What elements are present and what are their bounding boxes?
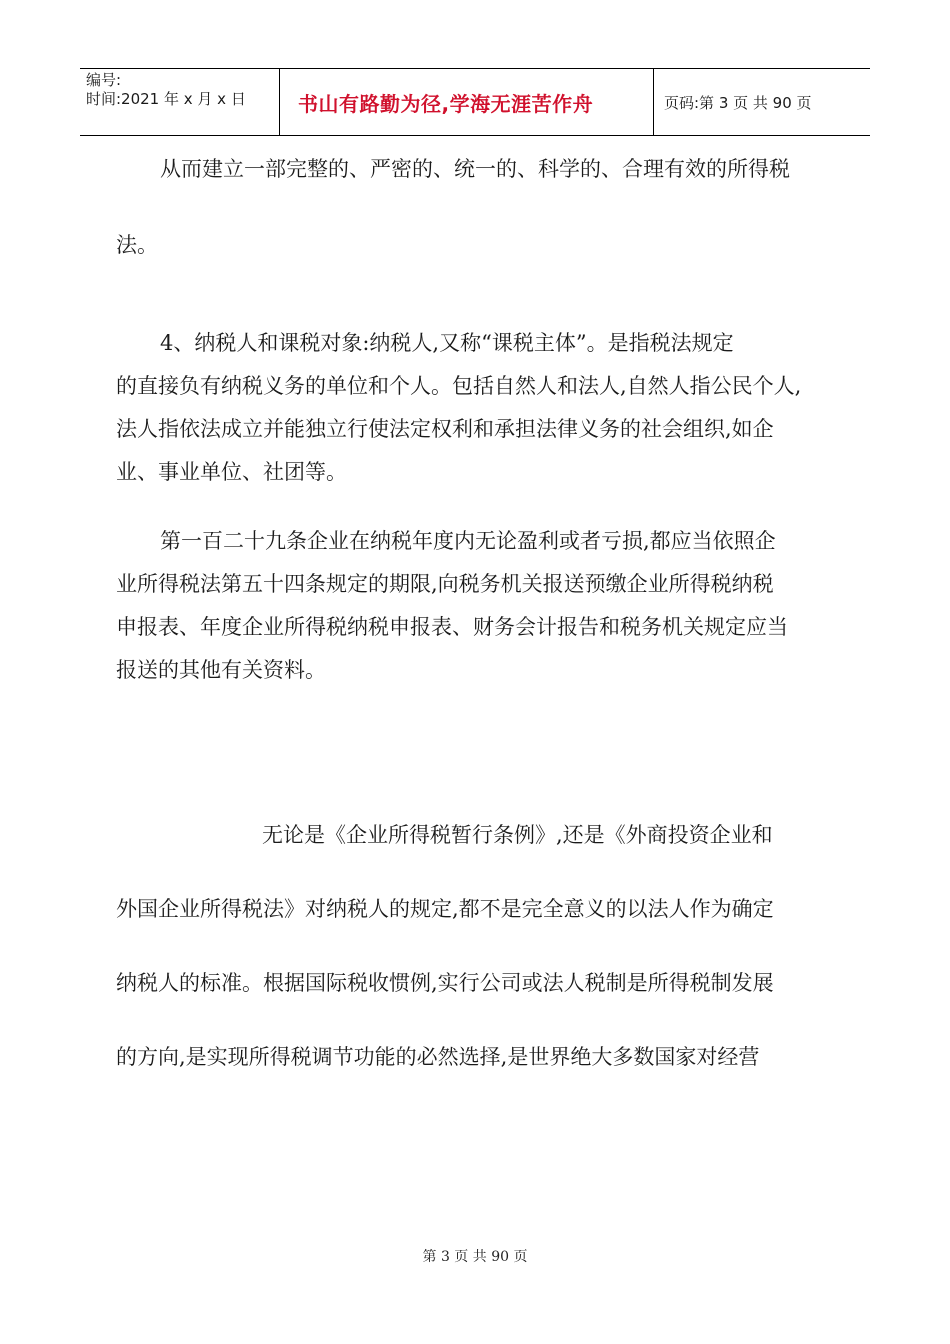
- text-line: 业所得税法第五十四条规定的期限,向税务机关报送预缴企业所得税纳税: [116, 572, 774, 596]
- page-footer: 第 3 页 共 90 页: [422, 1249, 528, 1265]
- text-line: 申报表、年度企业所得税纳税申报表、财务会计报告和税务机关规定应当: [116, 615, 788, 639]
- page-header: [80, 68, 870, 136]
- text-line: 法。: [116, 233, 158, 257]
- header-motto: 书山有路勤为径,学海无涯苦作舟: [298, 91, 594, 116]
- paragraph-article-129: [116, 522, 836, 690]
- document-number-label: 编号:: [86, 71, 122, 89]
- document-time-label: 时间:2021 年 x 月 x 日: [86, 90, 246, 108]
- text-line: 外国企业所得税法》对纳税人的规定,都不是完全意义的以法人作为确定: [116, 897, 774, 921]
- paragraph-regulations: [116, 816, 836, 1077]
- header-page-cell: [654, 69, 870, 135]
- text-line: 第一百二十九条企业在纳税年度内无论盈利或者亏损,都应当依照企: [160, 529, 776, 553]
- text-line: 无论是《企业所得税暂行条例》,还是《外商投资企业和: [262, 823, 773, 847]
- text-line: 的直接负有纳税义务的单位和个人。包括自然人和法人,自然人指公民个人,: [116, 374, 802, 398]
- text-line: 纳税人的标准。根据国际税收惯例,实行公司或法人税制是所得税制发展: [116, 971, 774, 995]
- paragraph-continuation: [116, 150, 836, 265]
- paragraph-taxpayer: [116, 324, 836, 492]
- header-page-info: 页码:第 3 页 共 90 页: [664, 93, 812, 112]
- text-line: 报送的其他有关资料。: [116, 658, 326, 682]
- text-line: 的方向,是实现所得税调节功能的必然选择,是世界绝大多数国家对经营: [116, 1045, 760, 1069]
- text-line: 业、事业单位、社团等。: [116, 460, 347, 484]
- header-meta-cell: [80, 69, 280, 135]
- text-line: 法人指依法成立并能独立行使法定权利和承担法律义务的社会组织,如企: [116, 417, 774, 441]
- text-line: 4、纳税人和课税对象:纳税人,又称“课税主体”。是指税法规定: [160, 331, 734, 355]
- text-line: 从而建立一部完整的、严密的、统一的、科学的、合理有效的所得税: [160, 157, 790, 181]
- header-motto-cell: [280, 69, 654, 135]
